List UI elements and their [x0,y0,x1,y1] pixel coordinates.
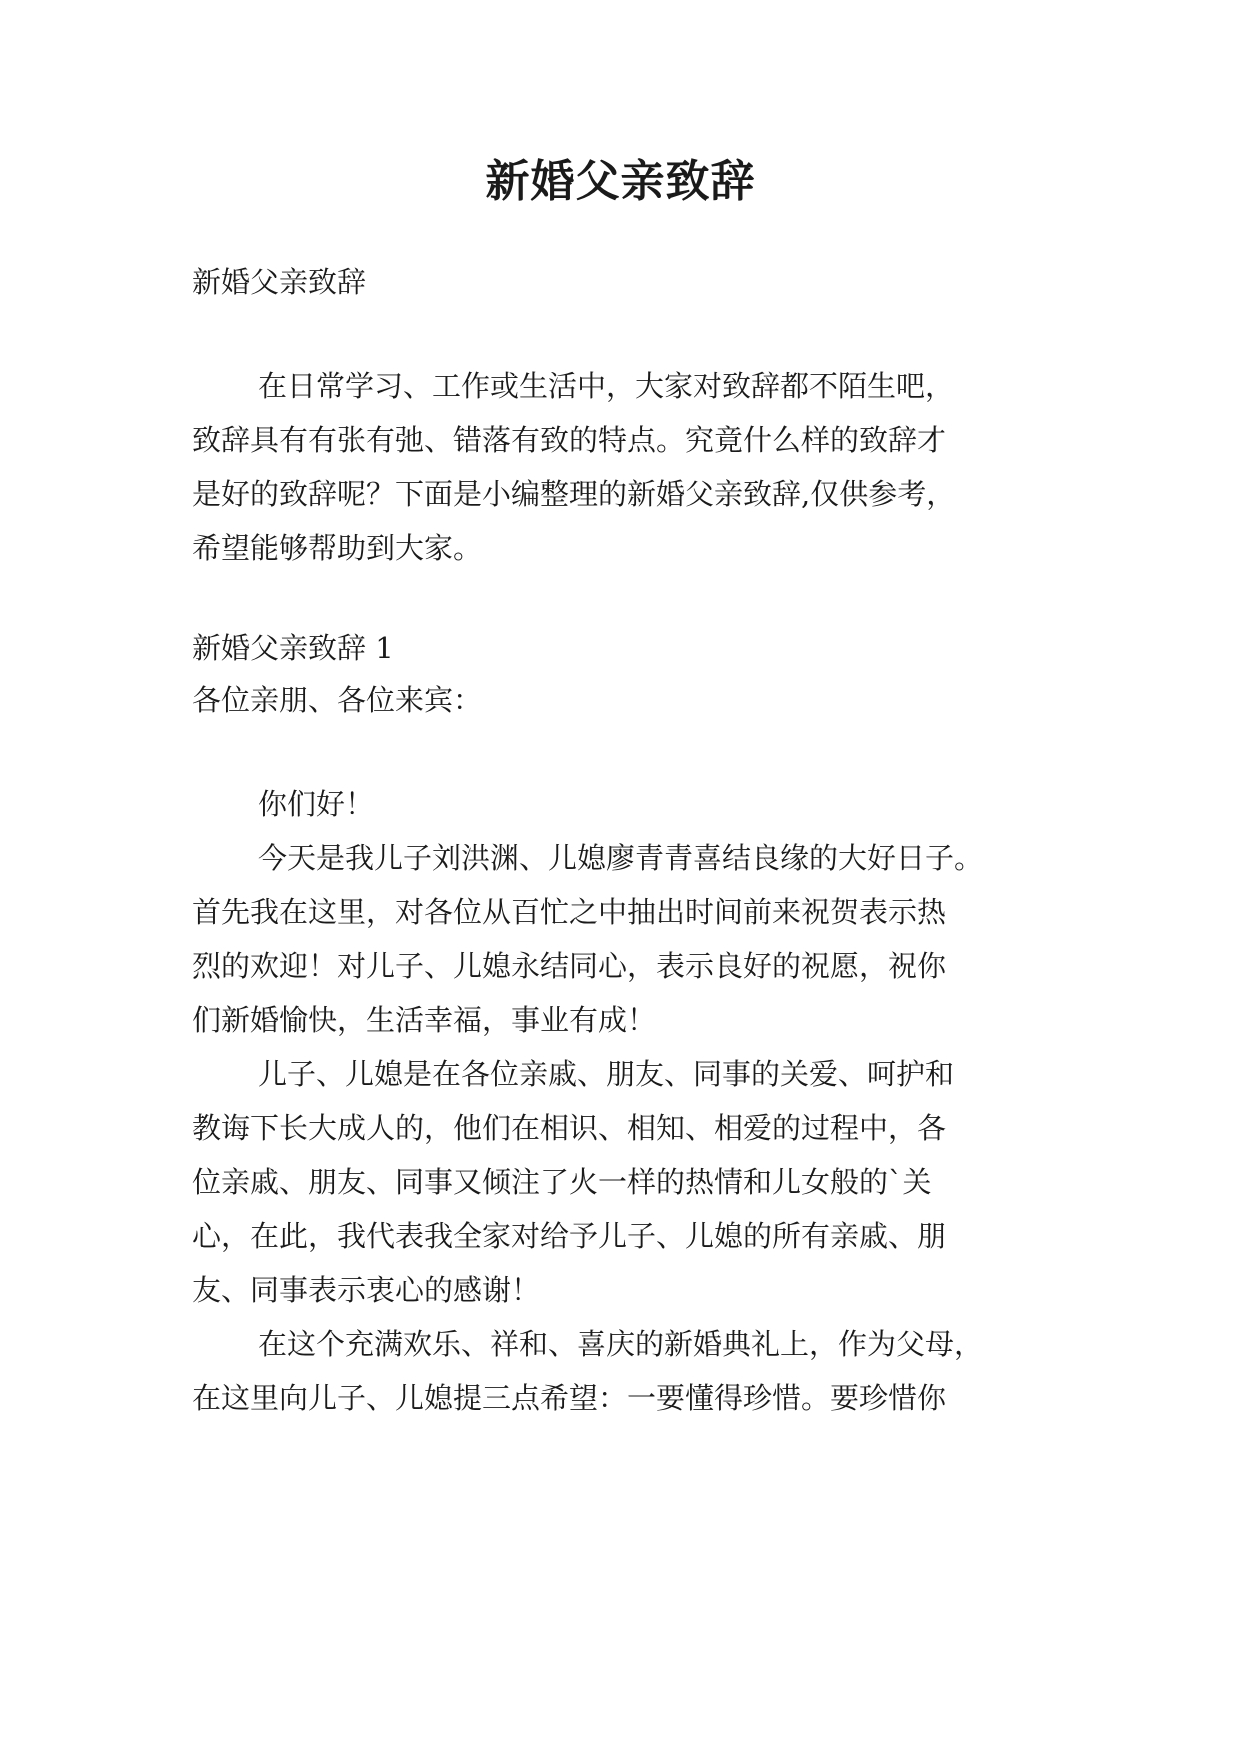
intro-line: 是好的致辞呢？下面是小编整理的新婚父亲致辞,仅供参考， [192,477,956,511]
subtitle: 新婚父亲致辞 [192,265,367,299]
paragraph-line: 在这里向儿子、儿媳提三点希望：一要懂得珍惜。要珍惜你 [192,1381,947,1415]
paragraph-line: 烈的欢迎！对儿子、儿媳永结同心，表示良好的祝愿，祝你 [192,949,947,983]
paragraph-line: 位亲戚、朋友、同事又倾注了火一样的热情和儿女般的`关 [192,1165,932,1199]
paragraph-line: 今天是我儿子刘洪渊、儿媳廖青青喜结良缘的大好日子。 [258,841,984,875]
intro-line: 希望能够帮助到大家。 [192,531,483,565]
paragraph-line: 在这个充满欢乐、祥和、喜庆的新婚典礼上，作为父母， [258,1327,984,1361]
paragraph-line: 首先我在这里，对各位从百忙之中抽出时间前来祝贺表示热 [192,895,947,929]
paragraph-line: 教诲下长大成人的，他们在相识、相知、相爱的过程中，各 [192,1111,947,1145]
document-title: 新婚父亲致辞 [485,156,756,207]
section-heading: 新婚父亲致辞 1 [192,631,394,665]
salutation: 各位亲朋、各位来宾： [192,683,483,717]
paragraph-line: 心，在此，我代表我全家对给予儿子、儿媳的所有亲戚、朋 [192,1219,947,1253]
intro-line: 致辞具有有张有弛、错落有致的特点。究竟什么样的致辞才 [192,423,947,457]
paragraph-line: 友、同事表示衷心的感谢！ [192,1273,541,1307]
paragraph-line: 儿子、儿媳是在各位亲戚、朋友、同事的关爱、呵护和 [258,1057,955,1091]
greeting: 你们好！ [258,787,375,821]
paragraph-line: 们新婚愉快，生活幸福，事业有成！ [192,1003,657,1037]
intro-line: 在日常学习、工作或生活中，大家对致辞都不陌生吧， [258,369,955,403]
